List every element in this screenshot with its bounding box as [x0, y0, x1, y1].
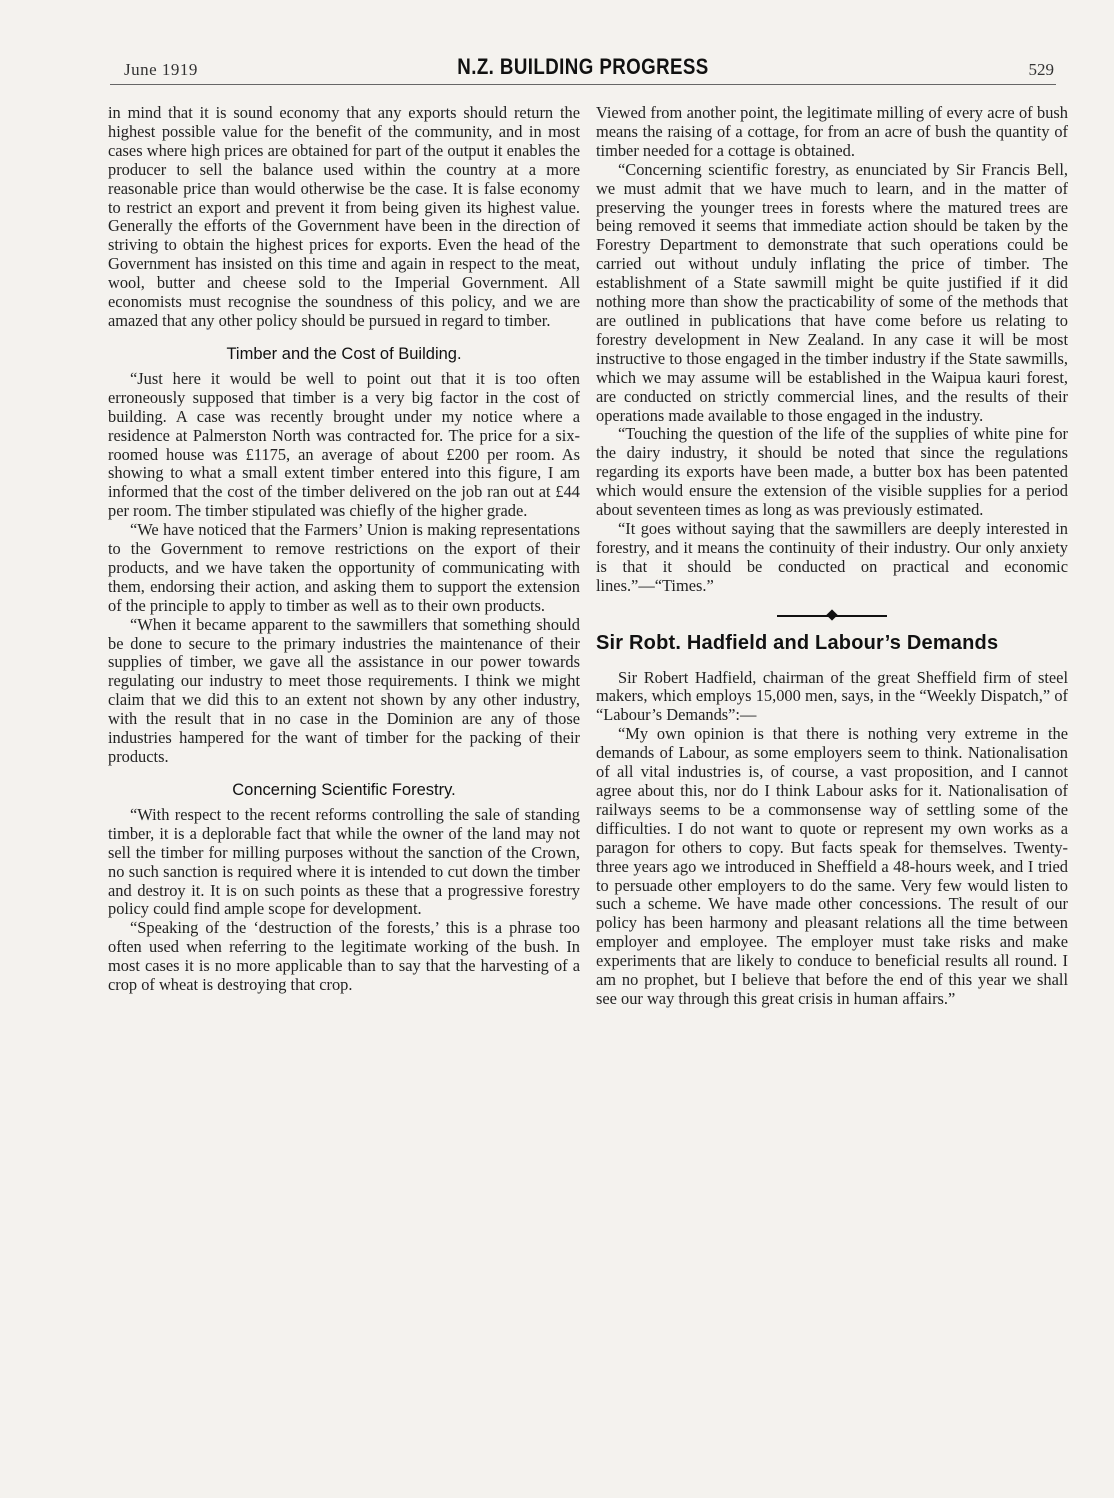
running-header [110, 54, 1056, 85]
paragraph: “Just here it would be well to point out that it is too often erroneously supposed that timber is a very big factor in the cost of building. A case was recently brought under my notice where a residence at Palmerston North was contracted for. The price for a six-roomed house was £1175, an average of about £200 per room. As showing to what a small extent timber entered into this figure, I am informed that the cost of the timber delivered on the job ran out at £44 per room. The timber stipulated was chiefly of the higher grade. [108, 368, 580, 521]
issue-date: June 1919 [124, 60, 198, 79]
page-number: 529 [1028, 60, 1054, 79]
publication-title: N.Z. BUILDING PROGRESS [457, 54, 709, 79]
paragraph: “We have noticed that the Farmers’ Union is making representations to the Government to remove restrictions on the export of their products, and we have taken the opportunity of communicating with them, endorsing their action, and asking them to support the extension of the principle to apply to timber as well as to their own products. [108, 520, 580, 615]
article-heading-hadfield: Sir Robt. Hadfield and Labour’s Demands [596, 631, 999, 654]
paragraph: Sir Robert Hadfield, chairman of the great Sheffield firm of steel makers, which employs 15,000 men, says, in the “Weekly Dispatch,” of “Labour’s Demands”:— [596, 667, 1068, 725]
paragraph: Viewed from another point, the legitimate milling of every acre of bush means the raising of a cottage, for from an acre of bush the quantity of timber needed for a cottage is obtained. [596, 103, 1068, 160]
paragraph: “With respect to the recent reforms controlling the sale of standing timber, it is a deplorable fact that while the owner of the land may not sell the timber for milling purposes without the sanction of the Crown, no such sanction is required where it is intended to cut down the timber and destroy it. It is on such points as these that a progressive forestry policy could find ample scope for development. [108, 804, 580, 919]
paragraph: in mind that it is sound economy that any exports should return the highest possible value for the benefit of the community, and in most cases where high prices are obtained for part of the output it enables the producer to sell the balance used within the country at a more reasonable price than would otherwise be the case. It is false economy to restrict an export and prevent it from being given its highest value. Generally the efforts of the Government have been in the direction of striving to obtain the highest prices for exports. Even the head of the Government has insisted on this time and again in respect to the meat, wool, butter and cheese sold to the Imperial Government. All economists must recognise the soundness of this policy, and we are amazed that any other policy should be pursued in regard to timber. [108, 103, 580, 330]
paragraph: “It goes without saying that the sawmillers are deeply interested in forestry, and it means the continuity of their industry. Our only anxiety is that it should be conducted on practical and economic lines.”—“Times.” [596, 518, 1068, 595]
paragraph: “Concerning scientific forestry, as enunciated by Sir Francis Bell, we must admit that we have much to learn, and in the matter of preserving the younger trees in forests where the matured trees are being removed it seems that immediate action should be taken by the Forestry Department to demonstrate that such operations could be carried out without unduly inflating the price of timber. The establishment of a State sawmill might be quite justified if it did nothing more than show the practicability of some of the methods that are outlined in publications that have come before us relating to forestry development in New Zealand. In any case it will be most instructive to those engaged in the timber industry if the State sawmills, which we may assume will be established in the Waipua kauri forest, are conducted on strictly commercial lines, and the results of their operations made available to those engaged in the industry. [596, 159, 1068, 425]
paragraph: “Speaking of the ‘destruction of the forests,’ this is a phrase too often used when referring to the legitimate working of the bush. In most cases it is no more applicable than to say that the harvesting of a crop of wheat is destroying that crop. [108, 918, 580, 995]
paragraph: “My own opinion is that there is nothing very extreme in the demands of Labour, as some employers seem to think. Nationalisation of all vital industries is, of course, a vast proposition, and I cannot agree about this, nor do I think Labour asks for it. Nationalisation of railways seems to be a commonsense way of settling some of the difficulties. I do not want to quote or represent my own works as a paragon for others to copy. But facts speak for themselves. Twenty-three years ago we introduced in Sheffield a 48-hours week, and I tried to persuade other employers to do the same. Very few would listen to such a scheme. We have made other concessions. The result of our policy has been harmony and pleasant relations all the time between employer and employee. The employer must take risks and make experiments that are likely to conduce to beneficial results all round. I am no prophet, but I believe that before the end of this year we shall see our way through this great crisis in human affairs.” [596, 724, 1068, 1008]
paragraph: “Touching the question of the life of the supplies of white pine for the dairy industry, it should be noted that since the regulations regarding its exports have been made, a butter box has been patented which would ensure the extension of the visible supplies for a period about seventeen times as long as was previously estimated. [596, 424, 1068, 520]
section-heading-timber-cost: Timber and the Cost of Building. [226, 344, 462, 363]
left-column [108, 104, 580, 995]
right-column [596, 104, 1068, 1009]
paragraph: “When it became apparent to the sawmillers that something should be done to secure to the primary industries the maintenance of their supplies of timber, we gave all the assistance in our power towards regulating our industry to meet those requirements. I think we might claim that we did this to an extent not shown by any other industry, with the result that in no case in the Dominion are any of those industries hampered for the want of timber for the packing of their products. [108, 614, 580, 766]
section-heading-scientific-forestry: Concerning Scientific Forestry. [232, 780, 456, 799]
divider-diamond [826, 609, 837, 620]
section-divider-ornament [777, 610, 887, 622]
